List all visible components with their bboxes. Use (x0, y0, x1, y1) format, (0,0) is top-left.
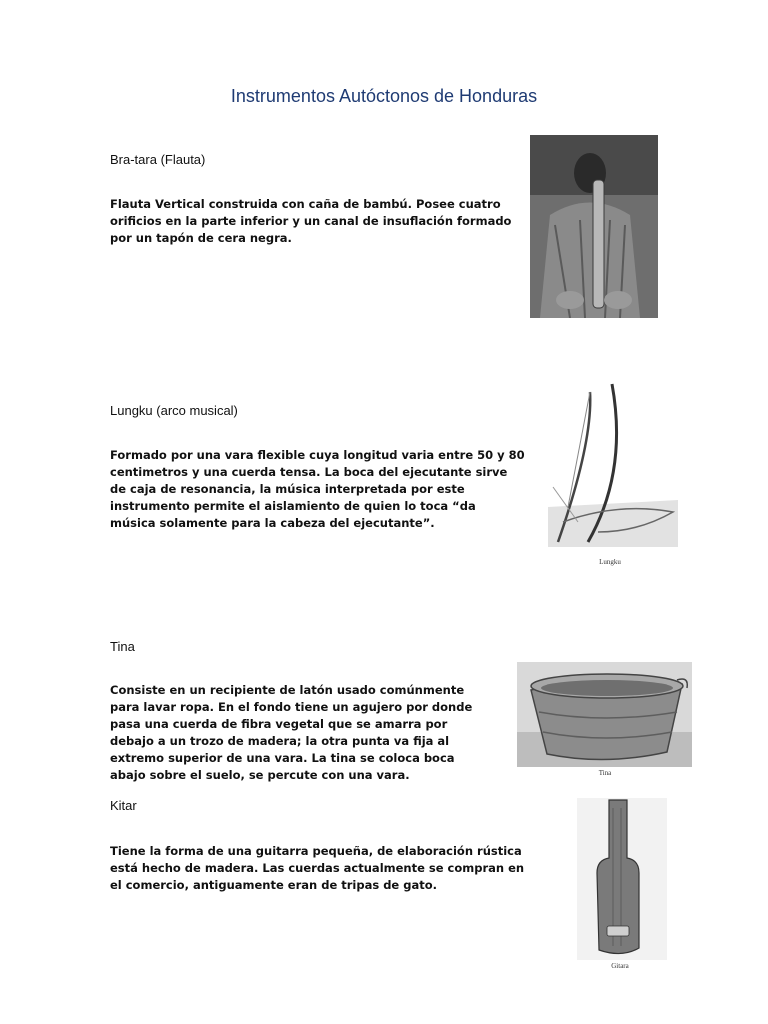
section-heading-tina: Tina (110, 639, 135, 654)
kitar-photo (577, 798, 667, 960)
bratara-photo (530, 135, 658, 318)
tina-caption: Tina (598, 769, 612, 777)
page-title: Instrumentos Autóctonos de Honduras (230, 86, 538, 106)
section-heading-kitar: Kitar (110, 798, 137, 813)
section-text-tina: Consiste en un recipiente de latón usado comúnmente para lavar ropa. En el fondo tiene un agujero por donde pasa una cuerda de fibra vegetal que se amarra por debajo a un trozo de madera; la otra punta va fija al extremo superior de una vara. La tina se coloca boca abajo sobre el suelo, se percute con una vara. (110, 683, 473, 782)
lungku-illustration (548, 382, 678, 547)
section-heading-lungku: Lungku (arco musical) (110, 403, 238, 418)
lungku-caption: Lungku (599, 558, 621, 566)
section-text-kitar: Tiene la forma de una guitarra pequeña, de elaboración rústica está hecho de madera. Las cuerdas actualmente se compran en el comercio, antiguamente eran de tripas de gato. (110, 844, 525, 892)
section-heading-bratara: Bra-tara (Flauta) (110, 152, 206, 167)
section-text-lungku: Formado por una vara flexible cuya longitud varia entre 50 y 80 centimetros y una cuerda tensa. La boca del ejecutante sirve de caja de resonancia, la música interpretada por este instrumento permite el aislamiento de quien lo toca “da música solamente para la cabeza del ejecutante”. (110, 448, 525, 530)
tina-photo (517, 662, 692, 767)
kitar-caption: Gitara (611, 962, 629, 970)
section-text-bratara: Flauta Vertical construida con caña de bambú. Posee cuatro orificios en la parte inferior y un canal de insuflación formado por un tapón de cera negra. (110, 197, 512, 245)
